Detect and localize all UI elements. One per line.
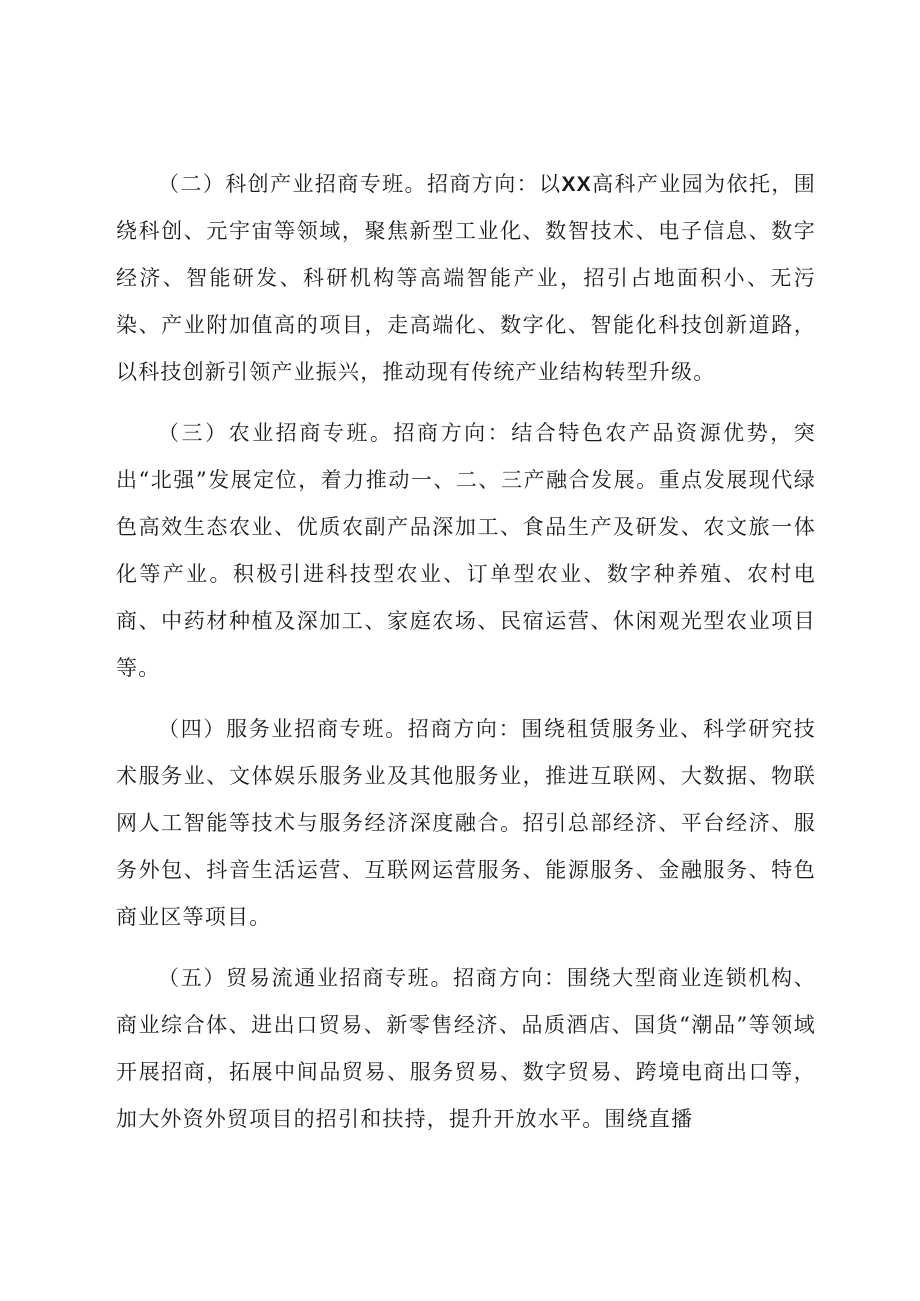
paragraph-trade-circulation: （五）贸易流通业招商专班。招商方向：围绕大型商业连锁机构、商业综合体、进出口贸易、新零售经济、品质酒店、国货“潮品”等领域开展招商，拓展中间品贸易、服务贸易、数字贸易、跨境电商出口等，加大外资外贸项目的招引和扶持，提升开放水平。围绕直播 [116,966,816,1131]
paragraph-services: （四）服务业招商专班。招商方向：围绕租赁服务业、科学研究技术服务业、文体娱乐服务业及其他服务业，推进互联网、大数据、物联网人工智能等技术与服务经济深度融合。招引总部经济、平台经济、服务外包、抖音生活运营、互联网运营服务、能源服务、金融服务、特色商业区等项目。 [116,717,816,929]
paragraph-tech-innovation [116,161,816,396]
paragraph-agriculture: （三）农业招商专班。招商方向：结合特色农产品资源优势，突出“北强”发展定位，着力推动一、二、三产融合发展。重点发展现代绿色高效生态农业、优质农副产品深加工、食品生产及研发、农文旅一体化等产业。积极引进科技型农业、订单型农业、数字种养殖、农村电商、中药材种植及深加工、家庭农场、民宿运营、休闲观光型农业项目等。 [116,421,816,680]
paragraph-tech-innovation-rest: 高科产业园为依托，围绕科创、元宇宙等领域，聚焦新型工业化、数智技术、电子信息、数字经济、智能研发、科研机构等高端智能产业，招引占地面积小、无污染、产业附加值高的项目，走高端化、数字化、智能化科技创新道路，以科技创新引领产业振兴，推动现有传统产业结构转型升级。 [116,172,816,384]
paragraph-tech-innovation-lead: （二）科创产业招商专班。招商方向：以 [158,172,562,196]
placeholder-xx: XX [561,173,592,196]
document-body [116,161,816,1157]
